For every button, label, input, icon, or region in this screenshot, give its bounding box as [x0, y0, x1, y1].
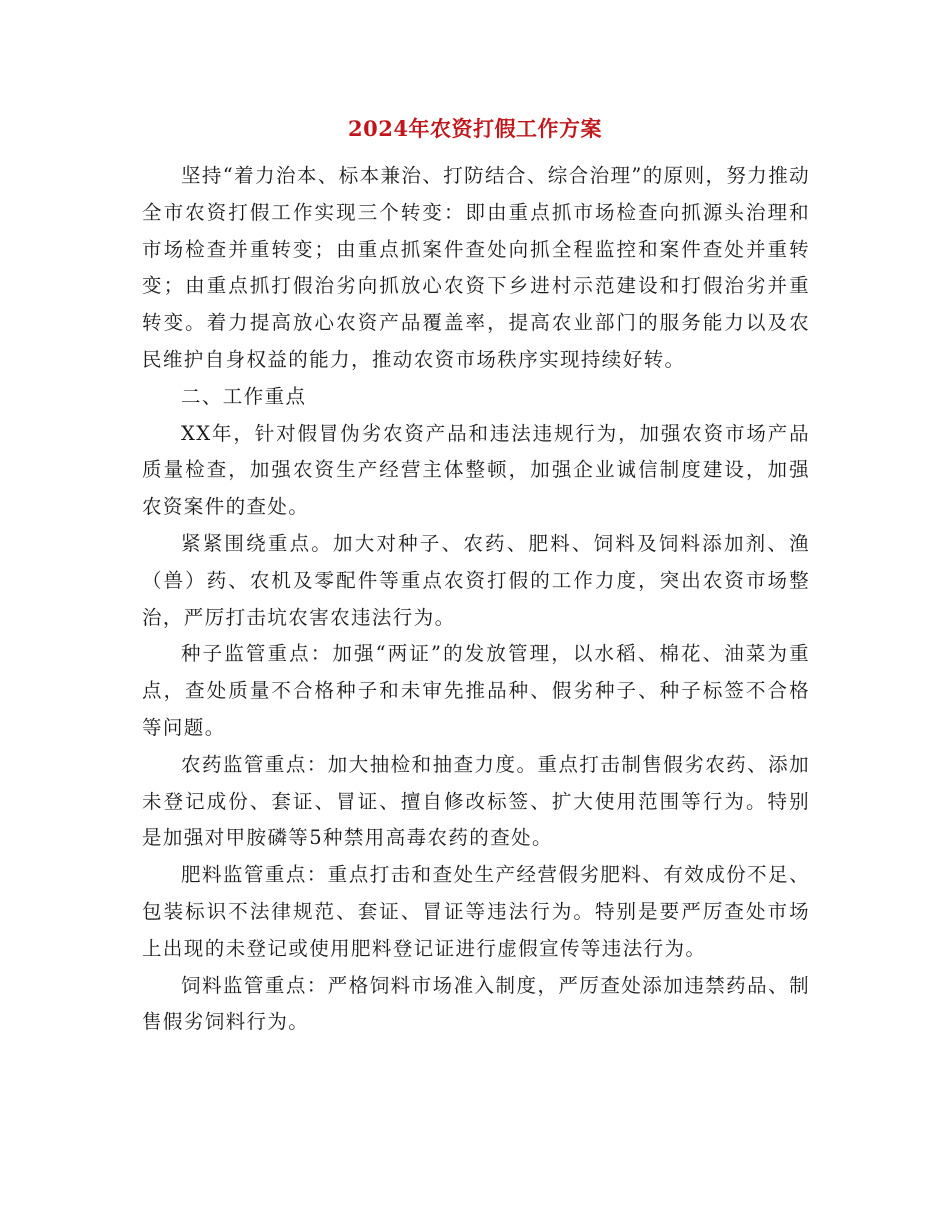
- paragraph-fertilizer-supervision: 肥料监管重点：重点打击和查处生产经营假劣肥料、有效成份不足、包装标识不法律规范、套证、冒证等违法行为。特别是要严厉查处市场上出现的未登记或使用肥料登记证进行虚假宣传等违法行为。: [142, 863, 810, 960]
- document-title: 2024年农资打假工作方案: [348, 116, 602, 141]
- section-heading-work-focus: 二、工作重点: [181, 384, 307, 408]
- paragraph-feed-supervision: 饲料监管重点：严格饲料市场准入制度，严厉查处添加违禁药品、制售假劣饲料行为。: [142, 973, 810, 1034]
- paragraph-key-areas: 紧紧围绕重点。加大对种子、农药、肥料、饲料及饲料添加剂、渔（兽）药、农机及零配件等重点农资打假的工作力度，突出农资市场整治，严厉打击坑农害农违法行为。: [142, 531, 810, 629]
- paragraph-seed-supervision: 种子监管重点：加强“两证”的发放管理，以水稻、棉花、油菜为重点，查处质量不合格种子和未审先推品种、假劣种子、种子标签不合格等问题。: [142, 642, 810, 739]
- paragraph-annual-focus: XX年，针对假冒伪劣农资产品和违法违规行为，加强农资市场产品质量检查，加强农资生产经营主体整顿，加强企业诚信制度建设，加强农资案件的查处。: [142, 421, 810, 519]
- document-body: [142, 158, 810, 1041]
- paragraph-pesticide-supervision: 农药监管重点：加大抽检和抽查力度。重点打击制售假劣农药、添加未登记成份、套证、冒证、擅自修改标签、扩大使用范围等行为。特别是加强对甲胺磷等5种禁用高毒农药的查处。: [142, 752, 810, 850]
- paragraph-principle: 坚持“着力治本、标本兼治、打防结合、综合治理”的原则，努力推动全市农资打假工作实现三个转变：即由重点抓市场检查向抓源头治理和市场检查并重转变；由重点抓案件查处向抓全程监控和案件查处并重转变；由重点抓打假治劣向抓放心农资下乡进村示范建设和打假治劣并重转变。着力提高放心农资产品覆盖率，提高农业部门的服务能力以及农民维护自身权益的能力，推动农资市场秩序实现持续好转。: [142, 164, 810, 371]
